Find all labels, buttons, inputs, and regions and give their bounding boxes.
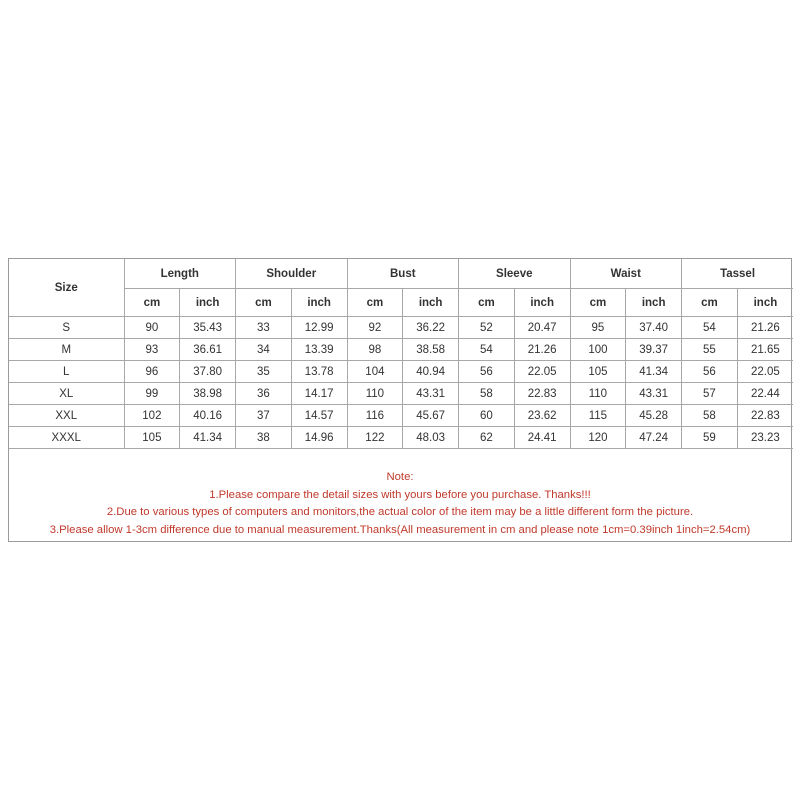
value-cell: 37 [236,405,292,427]
value-cell: 21.65 [737,339,793,361]
value-cell: 21.26 [737,317,793,339]
size-cell: L [9,361,124,383]
value-cell: 12.99 [291,317,347,339]
value-cell: 39.37 [626,339,682,361]
shoulder-header: Shoulder [236,259,348,289]
note-line-3: 3.Please allow 1-3cm difference due to manual measurement.Thanks(All measurement in cm and please note 1cm=0.39inch 1inch=2.54cm) [49,523,751,536]
size-chart [8,258,792,542]
value-cell: 38 [236,427,292,449]
value-cell: 60 [459,405,515,427]
unit-header-cm: cm [459,289,515,317]
size-cell: XXXL [9,427,124,449]
value-cell: 22.05 [737,361,793,383]
tassel-header: Tassel [682,259,794,289]
value-cell: 37.40 [626,317,682,339]
value-cell: 14.17 [291,383,347,405]
note-line-2: 2.Due to various types of computers and monitors,the actual color of the item may be a little different form the picture. [106,506,694,518]
value-cell: 102 [124,405,180,427]
table-row [9,317,793,339]
value-cell: 99 [124,383,180,405]
value-cell: 98 [347,339,403,361]
value-cell: 45.28 [626,405,682,427]
value-cell: 122 [347,427,403,449]
value-cell: 40.94 [403,361,459,383]
value-cell: 40.16 [180,405,236,427]
value-cell: 110 [347,383,403,405]
value-cell: 95 [570,317,626,339]
value-cell: 34 [236,339,292,361]
waist-header: Waist [570,259,682,289]
size-cell: XL [9,383,124,405]
value-cell: 35 [236,361,292,383]
value-cell: 96 [124,361,180,383]
table-row [9,405,793,427]
table-row [9,427,793,449]
value-cell: 57 [682,383,738,405]
unit-header-inch: inch [514,289,570,317]
unit-header-inch: inch [291,289,347,317]
value-cell: 54 [682,317,738,339]
value-cell: 21.26 [514,339,570,361]
value-cell: 22.83 [737,405,793,427]
unit-header-cm: cm [347,289,403,317]
unit-header-inch: inch [737,289,793,317]
table-row [9,361,793,383]
size-table [9,259,793,449]
value-cell: 100 [570,339,626,361]
value-cell: 36.61 [180,339,236,361]
value-cell: 13.78 [291,361,347,383]
value-cell: 52 [459,317,515,339]
value-cell: 45.67 [403,405,459,427]
value-cell: 55 [682,339,738,361]
value-cell: 14.96 [291,427,347,449]
table-row [9,339,793,361]
value-cell: 43.31 [403,383,459,405]
value-cell: 41.34 [180,427,236,449]
value-cell: 54 [459,339,515,361]
value-cell: 56 [682,361,738,383]
size-column-header: Size [9,259,124,317]
value-cell: 33 [236,317,292,339]
value-cell: 92 [347,317,403,339]
unit-header-cm: cm [570,289,626,317]
sleeve-header: Sleeve [459,259,571,289]
size-cell: S [9,317,124,339]
notes-section [9,449,791,539]
note-line-1: 1.Please compare the detail sizes with yours before you purchase. Thanks!!! [209,488,591,501]
value-cell: 110 [570,383,626,405]
unit-header-cm: cm [124,289,180,317]
size-cell: XXL [9,405,124,427]
value-cell: 47.24 [626,427,682,449]
value-cell: 120 [570,427,626,449]
bust-header: Bust [347,259,459,289]
unit-header-inch: inch [626,289,682,317]
length-header: Length [124,259,236,289]
value-cell: 37.80 [180,361,236,383]
value-cell: 90 [124,317,180,339]
value-cell: 104 [347,361,403,383]
value-cell: 59 [682,427,738,449]
value-cell: 23.62 [514,405,570,427]
value-cell: 105 [570,361,626,383]
unit-header-cm: cm [236,289,292,317]
value-cell: 35.43 [180,317,236,339]
value-cell: 58 [682,405,738,427]
value-cell: 41.34 [626,361,682,383]
value-cell: 22.83 [514,383,570,405]
value-cell: 24.41 [514,427,570,449]
value-cell: 23.23 [737,427,793,449]
value-cell: 36 [236,383,292,405]
value-cell: 38.58 [403,339,459,361]
unit-header-inch: inch [403,289,459,317]
unit-header-cm: cm [682,289,738,317]
value-cell: 93 [124,339,180,361]
value-cell: 58 [459,383,515,405]
value-cell: 48.03 [403,427,459,449]
value-cell: 14.57 [291,405,347,427]
value-cell: 116 [347,405,403,427]
value-cell: 38.98 [180,383,236,405]
size-cell: M [9,339,124,361]
group-header-row [9,259,793,289]
value-cell: 62 [459,427,515,449]
table-row [9,383,793,405]
value-cell: 22.44 [737,383,793,405]
unit-header-row [9,289,793,317]
note-title: Note: [386,471,414,483]
value-cell: 105 [124,427,180,449]
value-cell: 43.31 [626,383,682,405]
value-cell: 36.22 [403,317,459,339]
size-rows [9,317,793,449]
value-cell: 115 [570,405,626,427]
value-cell: 56 [459,361,515,383]
value-cell: 22.05 [514,361,570,383]
value-cell: 13.39 [291,339,347,361]
value-cell: 20.47 [514,317,570,339]
unit-header-inch: inch [180,289,236,317]
